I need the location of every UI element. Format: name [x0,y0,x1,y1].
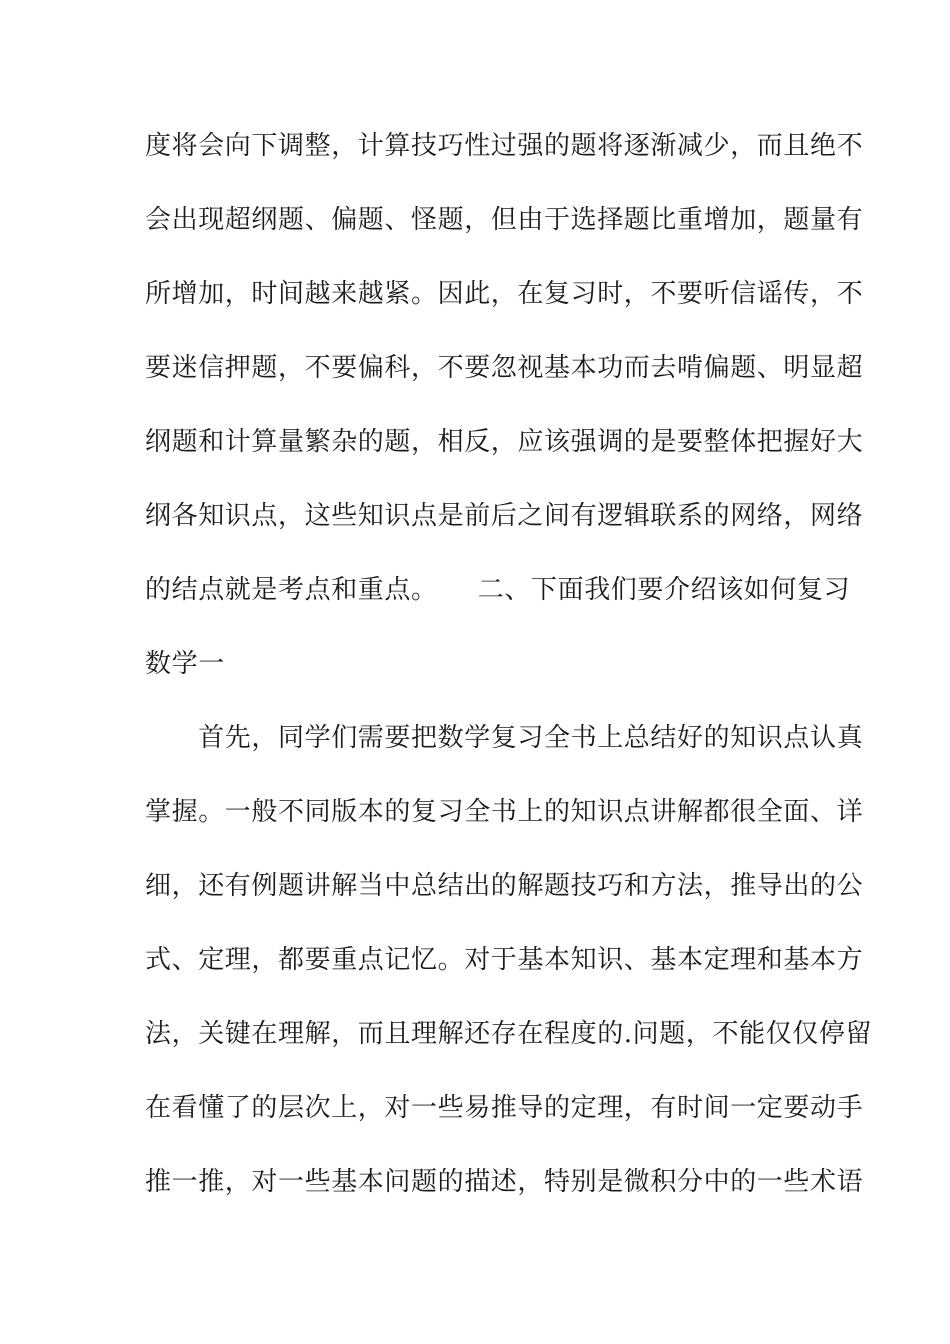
text-line-2: 会出现超纲题、偏题、怪题，但由于选择题比重增加，题量有 [145,205,864,235]
text-line-4: 要迷信押题，不要偏科，不要忽视基本功而去啃偏题、明显超 [145,353,864,383]
text-line-3: 所增加，时间越来越紧。因此，在复习时，不要听信谣传，不 [145,279,864,309]
text-line-8: 数学一 [145,649,225,679]
text-line-7: 的结点就是考点和重点。 二、下面我们要介绍该如何复习 [145,575,851,605]
text-line-15: 推一推，对一些基本问题的描述，特别是微积分中的一些术语 [145,1167,864,1197]
text-line-1: 度将会向下调整，计算技巧性过强的题将逐渐减少，而且绝不 [145,131,864,161]
text-line-11: 细，还有例题讲解当中总结出的解题技巧和方法，推导出的公 [145,871,864,901]
text-line-13: 法，关键在理解，而且理解还存在程度的.问题，不能仅仅停留 [145,1019,873,1049]
text-line-9: 首先，同学们需要把数学复习全书上总结好的知识点认真 [145,723,864,753]
text-line-5: 纲题和计算量繁杂的题，相反，应该强调的是要整体把握好大 [145,427,864,457]
text-line-12: 式、定理，都要重点记忆。对于基本知识、基本定理和基本方 [145,945,864,975]
text-line-6: 纲各知识点，这些知识点是前后之间有逻辑联系的网络，网络 [145,501,864,531]
text-line-10: 掌握。一般不同版本的复习全书上的知识点讲解都很全面、详 [145,797,864,827]
text-line-14: 在看懂了的层次上，对一些易推导的定理，有时间一定要动手 [145,1093,864,1123]
